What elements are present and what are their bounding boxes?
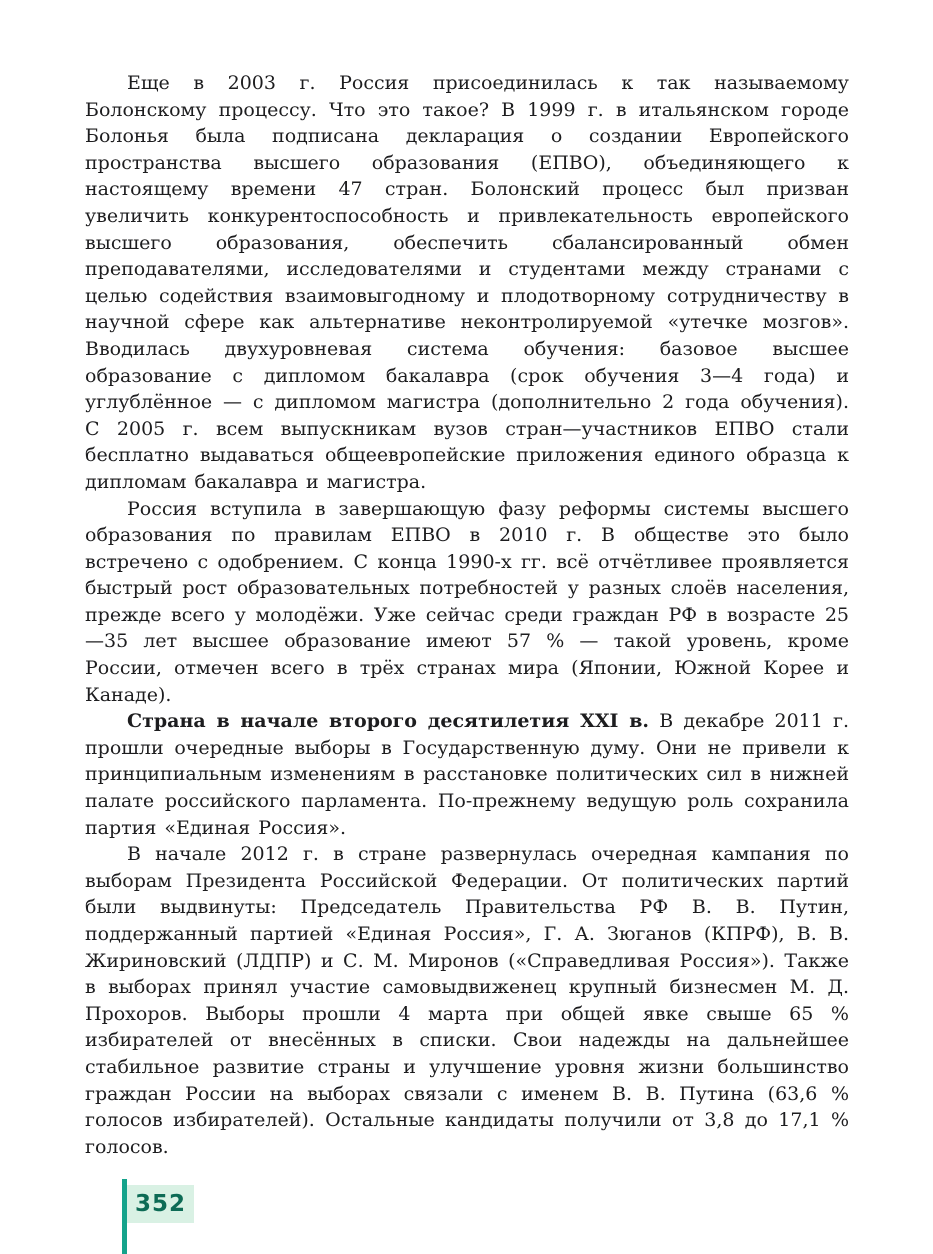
paragraph-presidential-elections: В начале 2012 г. в стране развернулась очередная кампания по выборам Президента Российской Федерации. От политических партий были выдвинуты: Председатель Правительства РФ В. В. Путин, поддержанный партией «Единая Россия», Г. А. Зюганов (КПРФ), В. В. Жириновский (ЛДПР) и С. М. Миронов («Справедливая Россия»). Также в выборах принял участие самовыдвиженец крупный бизнесмен М. Д. Прохоров. Выборы прошли 4 марта при общей явке свыше 65 % избирателей от внесённых в списки. Свои надежды на дальнейшее стабильное развитие страны и улучшение уровня жизни большинство граждан России на выборах связали с именем В. В. Путина (63,6 % голосов избирателей). Остальные кандидаты получили от 3,8 до 17,1 % голосов. bbox=[85, 843, 849, 1158]
page-number-box bbox=[127, 1185, 194, 1223]
paragraph-bologna-process: Еще в 2003 г. Россия присоединилась к так называемому Болонскому процессу. Что это такое? В 1999 г. в итальянском городе Болонья была подписана декларация о создании Европейского пространства высшего образования (ЕПВО), объединяющего к настоящему времени 47 стран. Болонский процесс был призван увеличить конкурентоспособность и привлекательность европейского высшего образования, обеспечить сбалансированный обмен преподавателями, исследователями и студентами между странами с целью содействия взаимовыгодному и плодотворному сотрудничеству в научной сфере как альтернативе неконтролируемой «утечке мозгов». Вводилась двухуровневая система обучения: базовое высшее образование с дипломом бакалавра (срок обучения 3—4 года) и углублённое — с дипломом магистра (дополнительно 2 года обучения). С 2005 г. всем выпускникам вузов стран—участников ЕПВО стали бесплатно выдаваться общеевропейские приложения единого образца к дипломам бакалавра и магистра. bbox=[85, 72, 849, 493]
page-number: 352 bbox=[135, 1191, 187, 1217]
paragraph-education-reform: Россия вступила в завершающую фазу реформы системы высшего образования по правилам ЕПВО в 2010 г. В обществе это было встречено с одобрением. С конца 1990-х гг. всё отчётливее проявляется быстрый рост образовательных потребностей у разных слоёв населения, прежде всего у молодёжи. Уже сейчас среди граждан РФ в возрасте 25—35 лет высшее образование имеют 57 % — такой уровень, кроме России, отмечен всего в трёх странах мира (Японии, Южной Корее и Канаде). bbox=[85, 497, 849, 706]
page-text bbox=[85, 70, 849, 1160]
paragraph-duma-elections bbox=[85, 708, 849, 841]
paragraph-lead-heading: Страна в начале второго десятилетия XXI в. bbox=[127, 710, 650, 733]
paragraph-duma-elections-text: В декабре 2011 г. прошли очередные выборы в Государственную думу. Они не привели к принципиальным изменениям в расстановке политических сил в нижней палате российского парламента. По-прежнему ведущую роль сохранила партия «Единая Россия». bbox=[85, 710, 849, 839]
